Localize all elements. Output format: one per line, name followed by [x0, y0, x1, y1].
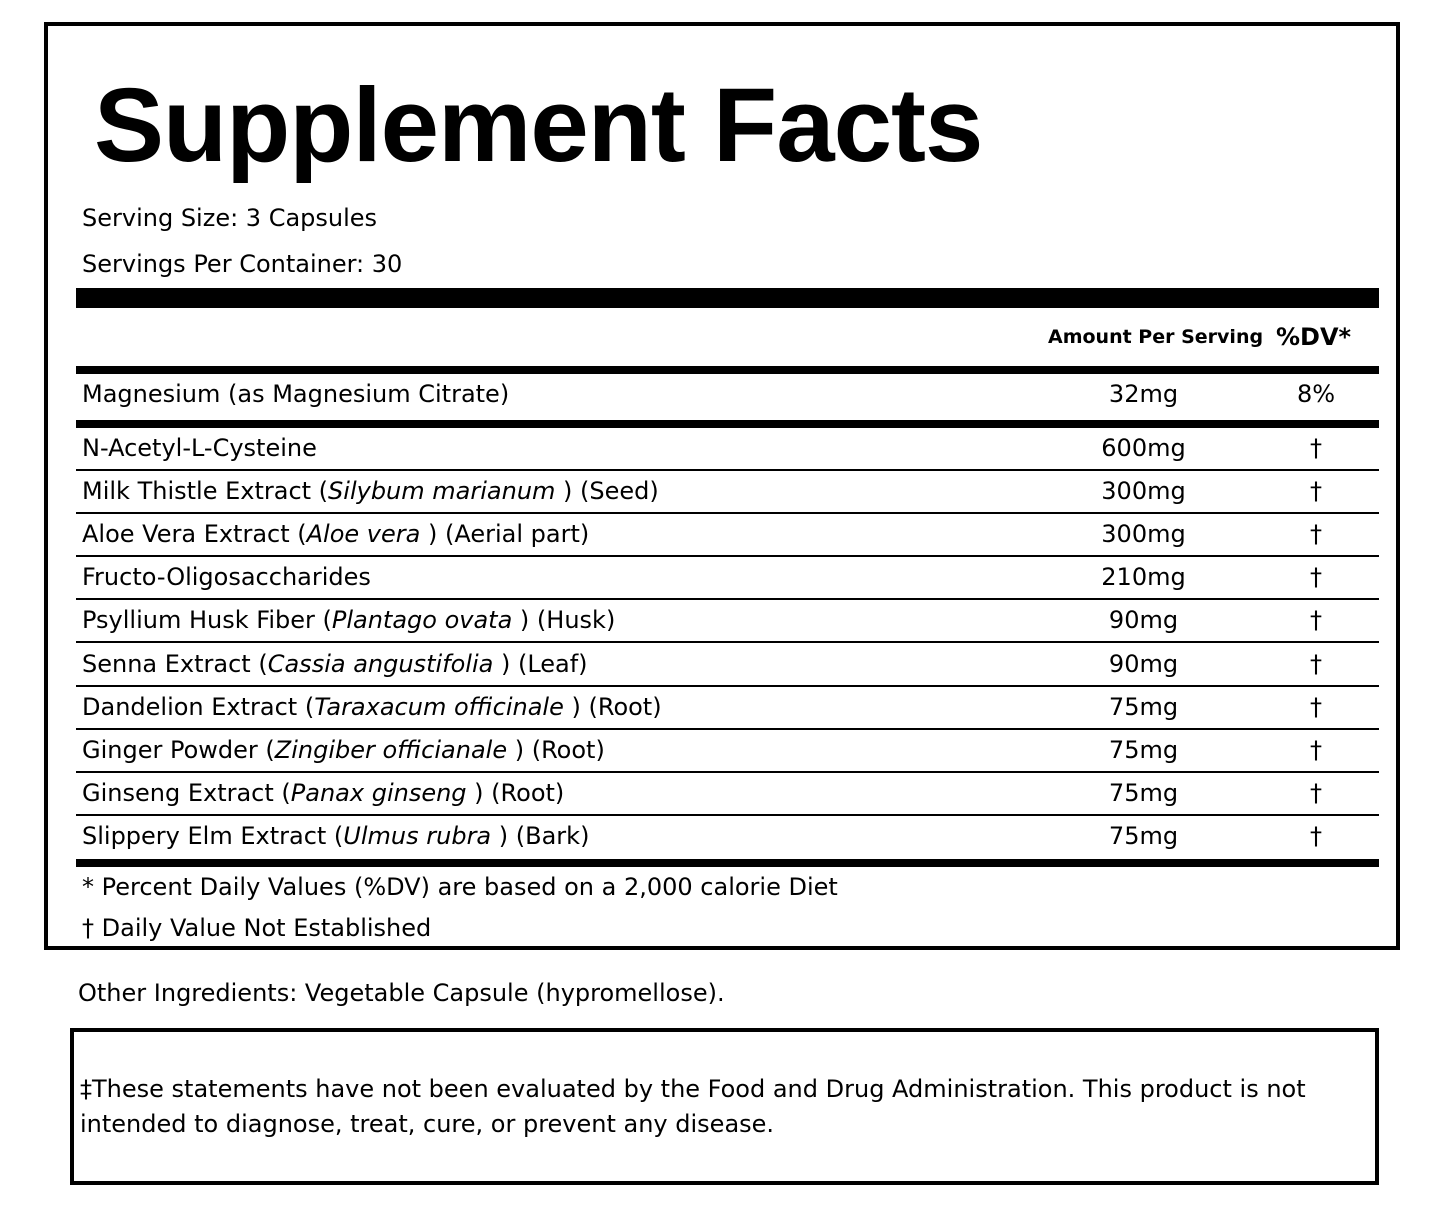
ingredient-daily-value: 8%	[1296, 380, 1336, 408]
ingredient-daily-value: †	[1310, 563, 1322, 592]
ingredient-latin-name: Zingiber officianale	[274, 735, 508, 764]
ingredient-amount: 300mg	[1101, 520, 1186, 549]
ingredient-latin-name: Silybum marianum	[328, 477, 556, 506]
table-row	[76, 644, 1379, 687]
dv-not-established-footnote: † Daily Value Not Established	[82, 914, 432, 942]
ingredient-name	[82, 820, 589, 852]
ingredient-name-text: Fructo-Oligosaccharides	[82, 563, 371, 592]
other-ingredients: Other Ingredients: Vegetable Capsule (hypromellose).	[78, 979, 725, 1007]
table-row	[76, 730, 1379, 773]
ingredient-daily-value: †	[1310, 649, 1322, 678]
ingredient-part: ) (Root)	[466, 778, 565, 807]
ingredient-amount: 75mg	[1108, 778, 1179, 807]
row-divider-thick	[76, 420, 1379, 428]
table-row	[76, 600, 1379, 643]
ingredient-amount: 32mg	[1108, 380, 1179, 408]
serving-size: Serving Size: 3 Capsules	[82, 204, 378, 232]
ingredient-name-text: Milk Thistle Extract (	[82, 477, 329, 506]
thick-divider	[76, 288, 1379, 308]
ingredient-latin-name: Aloe vera	[306, 520, 421, 549]
ingredient-amount: 300mg	[1101, 477, 1186, 506]
ingredient-name	[82, 561, 371, 593]
ingredient-daily-value: †	[1310, 821, 1322, 850]
table-row	[76, 816, 1379, 857]
fda-disclaimer-box	[70, 1028, 1379, 1185]
ingredient-daily-value: †	[1310, 735, 1322, 764]
ingredient-daily-value: †	[1310, 778, 1322, 807]
ingredient-amount: 210mg	[1101, 563, 1186, 592]
ingredient-daily-value: †	[1310, 692, 1322, 721]
ingredient-latin-name: Plantago ovata	[331, 606, 513, 635]
ingredient-amount: 75mg	[1108, 692, 1179, 721]
ingredient-part: ) (Husk)	[512, 606, 616, 635]
ingredient-part: ) (Bark)	[491, 821, 590, 850]
header-divider	[76, 366, 1379, 374]
ingredient-latin-name: Taraxacum officinale	[314, 692, 564, 721]
ingredient-amount: 75mg	[1108, 735, 1179, 764]
ingredient-part: ) (Aerial part)	[420, 520, 590, 549]
table-row	[76, 428, 1379, 471]
ingredient-name	[82, 734, 605, 766]
ingredient-name-text: Magnesium (as Magnesium Citrate)	[82, 380, 510, 408]
ingredient-name	[82, 518, 589, 550]
table-row	[76, 374, 1379, 420]
ingredient-name	[82, 604, 615, 636]
ingredient-amount: 90mg	[1108, 606, 1179, 635]
table-row	[76, 557, 1379, 600]
ingredient-daily-value: †	[1310, 477, 1322, 506]
ingredient-daily-value: †	[1310, 520, 1322, 549]
ingredient-latin-name: Ulmus rubra	[343, 821, 492, 850]
supplement-facts-panel	[44, 22, 1400, 950]
ingredient-daily-value: †	[1310, 434, 1322, 462]
ingredient-name-text: Senna Extract (	[82, 649, 268, 678]
ingredient-amount: 600mg	[1101, 434, 1186, 462]
ingredient-latin-name: Cassia angustifolia	[267, 649, 494, 678]
fda-disclaimer-text: ‡These statements have not been evaluated by the Food and Drug Administration. This product is not intended to diagnose, treat, cure, or prevent any disease.	[80, 1075, 1306, 1138]
ingredient-amount: 75mg	[1108, 821, 1179, 850]
ingredient-name	[82, 648, 588, 680]
ingredient-name-text: Psyllium Husk Fiber (	[82, 606, 332, 635]
ingredient-part: ) (Leaf)	[493, 649, 588, 678]
ingredient-name	[82, 432, 317, 464]
servings-per-container: Servings Per Container: 30	[82, 250, 403, 278]
ingredient-part: ) (Root)	[563, 692, 662, 721]
percent-dv-footnote: * Percent Daily Values (%DV) are based on a 2,000 calorie Diet	[82, 873, 838, 901]
ingredient-part: ) (Seed)	[555, 477, 659, 506]
table-bottom-divider	[76, 859, 1379, 867]
ingredient-name-text: Ginseng Extract (	[82, 778, 291, 807]
ingredient-name	[82, 475, 659, 507]
ingredient-amount: 90mg	[1108, 649, 1179, 678]
ingredient-name	[82, 691, 662, 723]
ingredient-name-text: Ginger Powder (	[82, 735, 275, 764]
ingredient-part: ) (Root)	[507, 735, 605, 764]
ingredient-daily-value: †	[1310, 606, 1322, 635]
ingredient-latin-name: Panax ginseng	[290, 778, 467, 807]
ingredient-name	[82, 777, 564, 809]
table-row	[76, 687, 1379, 730]
ingredient-name-text: N-Acetyl-L-Cysteine	[82, 434, 317, 462]
table-row	[76, 471, 1379, 514]
table-row	[76, 773, 1379, 816]
daily-value-header: %DV*	[1276, 323, 1352, 351]
ingredient-name-text: Dandelion Extract (	[82, 692, 315, 721]
ingredient-name-text: Aloe Vera Extract (	[82, 520, 307, 549]
ingredient-name-text: Slippery Elm Extract (	[82, 821, 344, 850]
ingredient-name	[82, 378, 509, 410]
amount-per-serving-header: Amount Per Serving	[1048, 326, 1264, 348]
panel-title: Supplement Facts	[94, 67, 983, 184]
table-row	[76, 514, 1379, 557]
